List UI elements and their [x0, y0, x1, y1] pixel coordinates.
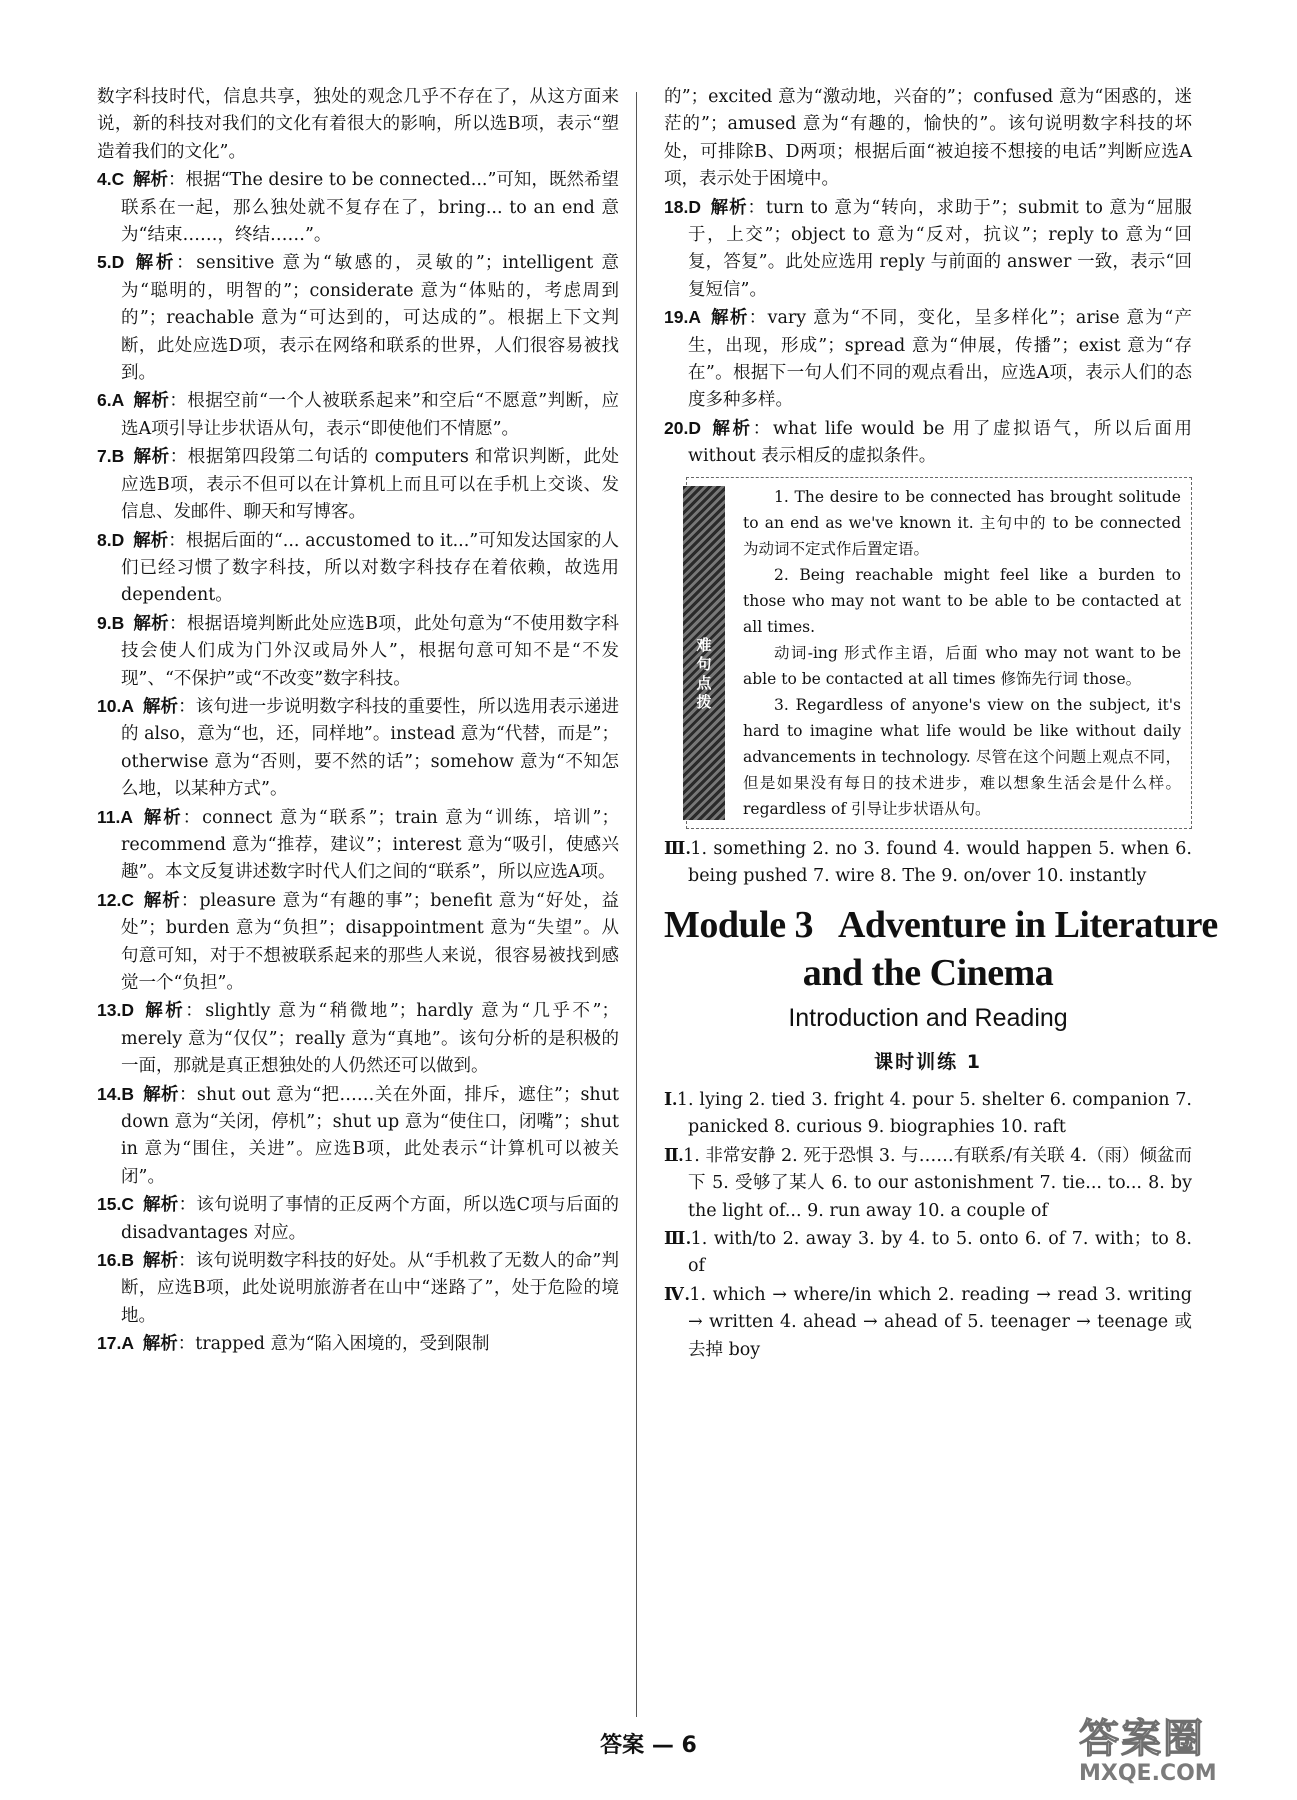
answer-item — [97, 387, 619, 443]
box-paragraph: 2. Being reachable might feel like a burden to those who may not want to be able to be contacted at all times. — [743, 565, 1181, 636]
analysis-label: 解析 — [142, 1251, 179, 1272]
box-paragraph: 1. The desire to be connected has brought solitude to an end as we've known it. 主句中的 to be connected 为动词不定式作后置定语。 — [743, 487, 1181, 558]
box-side-banner — [683, 486, 725, 820]
analysis-label: 解析 — [132, 253, 177, 274]
analysis-label: 解析 — [132, 613, 169, 634]
right-column — [664, 84, 1218, 1364]
answer-text: ：该句说明了事情的正反两个方面，所以选C项与后面的 disadvantages 对应。 — [121, 1195, 620, 1243]
answer-number: 7.B — [97, 446, 125, 467]
answer-text: ：该句说明数字科技的好处。从“手机救了无数人的命”判断，应选B项，此处说明旅游者在山中“迷路了”，处于危险的境地。 — [121, 1251, 619, 1326]
answer-number: 9.B — [97, 612, 125, 633]
box-paragraph: 动词-ing 形式作主语，后面 who may not want to be able to be contacted at all times 修饰先行词 those。 — [743, 643, 1181, 688]
analysis-label: 解析 — [132, 447, 170, 468]
analysis-label: 解析 — [142, 1001, 186, 1022]
answer-text: ：根据第四段第二句话的 computers 和常识判断，此处应选B项，表示不但可以在计算机上而且可以在手机上交谈、发信息、发邮件、聊天和写博客。 — [121, 447, 620, 523]
answer-number: 17.A — [97, 1333, 134, 1354]
left-column — [97, 84, 619, 1359]
page-footer: 答案 — 6 — [600, 1733, 697, 1758]
answer-item — [664, 415, 1192, 471]
answer-item — [97, 443, 619, 526]
answer-number: 16.B — [97, 1250, 134, 1271]
analysis-label: 解析 — [709, 308, 749, 329]
box-content — [743, 484, 1181, 822]
analysis-label: 解析 — [142, 1195, 179, 1216]
exercise-label: Ⅰ. — [664, 1088, 677, 1109]
analysis-label: 解析 — [132, 530, 169, 551]
answer-item — [97, 1330, 619, 1358]
answer-item — [97, 249, 619, 387]
answer-text: ：该句进一步说明数字科技的重要性，所以选用表示递进的 also，意为“也，还，同样地”。instead 意为“代替，而是”；otherwise 意为“否则，要不然的话”；somehow 意为“不知怎么地，以某种方式”。 — [121, 696, 619, 800]
analysis-label: 解析 — [132, 170, 169, 191]
answer-text: ：slightly 意为“稍微地”；hardly 意为“几乎不”；merely 意为“仅仅”；really 意为“真地”。该句分析的是积极的一面，那就是真正想独处的人仍然还可以做到。 — [121, 1001, 619, 1077]
analysis-label: 解析 — [709, 197, 748, 218]
answer-item — [664, 304, 1192, 415]
answer-number: 4.C — [97, 169, 125, 190]
exercise-row — [664, 1086, 1192, 1142]
answer-item — [97, 527, 619, 610]
answer-text: 的”；excited 意为“激动地，兴奋的”；confused 意为“困惑的，迷茫的”；amused 意为“有趣的，愉快的”。该句说明数字科技的坏处，可排除B、D两项；根据后面“被迫接不想接的电话”判断应选A项，表示处于困境中。 — [664, 87, 1192, 190]
exercise-row — [664, 1142, 1192, 1225]
module-subtitle: Introduction and Reading — [788, 1003, 1068, 1032]
answer-text: ：pleasure 意为“有趣的事”；benefit 意为“好处，益处”；burden 意为“负担”；disappointment 意为“失望”。从句意可知，对于不想被联系起来的那些人来说，很容易被找到感觉一个“负担”。 — [121, 890, 620, 993]
answer-text: 数字科技时代，信息共享，独处的观念几乎不存在了，从这方面来说，新的科技对我们的文化有着很大的影响，所以选B项，表示“塑造着我们的文化”。 — [97, 87, 619, 162]
module-title — [664, 901, 1218, 997]
answer-number: 13.D — [97, 1000, 134, 1021]
analysis-label: 解析 — [141, 807, 183, 828]
answer-item — [97, 166, 619, 249]
watermark-top: 答案圈 — [1079, 1716, 1205, 1762]
answer-text: ：根据“The desire to be connected...”可知，既然希望联系在一起，那么独处就不复存在了，bring... to an end 意为“结束……，终结……”。 — [121, 170, 619, 246]
section-label: Ⅲ. — [664, 837, 691, 858]
column-divider — [636, 92, 637, 1717]
exercise-answers — [664, 1086, 1192, 1364]
answer-text: ：trapped 意为“陷入困境的，受到限制 — [177, 1334, 490, 1355]
answer-item — [97, 84, 619, 166]
answer-number: 11.A — [97, 806, 133, 827]
exercise-label: Ⅳ. — [664, 1283, 690, 1304]
answer-number: 14.B — [97, 1083, 134, 1104]
analysis-label: 解析 — [142, 696, 179, 717]
section-text: 1. something 2. no 3. found 4. would happen 5. when 6. being pushed 7. wire 8. The 9. on/over 10. instantly — [688, 838, 1192, 887]
answer-number: 8.D — [97, 529, 125, 550]
answer-text: ：vary 意为“不同，变化，呈多样化”；arise 意为“产生，出现，形成”；spread 意为“伸展，传播”；exist 意为“存在”。根据下一句人们不同的观点看出，应选A项，表示人们的态度多种多样。 — [688, 308, 1192, 411]
box-paragraph: 3. Regardless of anyone's view on the subject, it's hard to imagine what life would be like without daily advancements in technology. 尽管在这个问题上观点不同，但是如果没有每日的技术进步，难以想象生活会是什么样。regardless of 引导让步状语从句。 — [743, 695, 1181, 818]
exercise-label: Ⅱ. — [664, 1144, 684, 1165]
answer-item — [97, 1191, 619, 1247]
answer-item — [97, 1247, 619, 1330]
watermark-bottom: MXQE.COM — [1079, 1761, 1217, 1786]
section-iii-answers — [664, 835, 1192, 891]
answer-number: 15.C — [97, 1194, 134, 1215]
answer-text: ：turn to 意为“转向，求助于”；submit to 意为“屈服于，上交”；object to 意为“反对，抗议”；reply to 意为“回复，答复”。此处应选用 reply 与前面的 answer 一致，表示“回复短信”。 — [688, 197, 1193, 300]
analysis-label: 解析 — [709, 418, 753, 439]
exercise-row — [664, 1281, 1192, 1364]
answer-text: ：connect 意为“联系”；train 意为“训练，培训”；recommend 意为“推荐，建议”；interest 意为“吸引，使感兴趣”。本文反复讲述数字时代人们之间的“联系”，所以应选A项。 — [121, 807, 619, 883]
answer-item — [97, 804, 619, 887]
answer-item — [97, 887, 619, 998]
answer-text: ：根据后面的“... accustomed to it...”可知发达国家的人们已经习惯了数字科技，所以对数字科技存在着依赖，故选用dependent。 — [121, 530, 619, 606]
analysis-label: 解析 — [142, 890, 181, 911]
analysis-label: 解析 — [142, 1084, 179, 1105]
answer-number: 20.D — [664, 417, 701, 438]
answer-item — [97, 997, 619, 1080]
watermark-logo — [1079, 1716, 1279, 1790]
lesson-heading: 课时训练 1 — [874, 1050, 982, 1073]
exercise-text: 1. lying 2. tied 3. fright 4. pour 5. shelter 6. companion 7. panicked 8. curious 9. biographies 10. raft — [676, 1089, 1192, 1138]
box-side-label: 难句点拨 — [696, 635, 712, 711]
analysis-label: 解析 — [132, 391, 170, 412]
answer-text: ：根据语境判断此处应选B项，此处句意为“不使用数字科技会使人们成为门外汉或局外人”，根据句意可知不是“不发现”、“不保护”或“不改变”数字科技。 — [121, 613, 620, 689]
exercise-text: 1. with/to 2. away 3. by 4. to 5. onto 6. of 7. with；to 8. of — [688, 1228, 1192, 1277]
answer-item — [664, 84, 1192, 194]
difficult-sentence-box — [686, 477, 1192, 829]
answer-item — [97, 1081, 619, 1192]
answer-number: 10.A — [97, 695, 134, 716]
module-title-line1: Module 3 Adventure in Literature — [664, 903, 1218, 946]
answer-number: 12.C — [97, 889, 134, 910]
exercise-label: Ⅲ. — [664, 1227, 691, 1248]
answer-number: 5.D — [97, 252, 125, 273]
module-title-line2: and the Cinema — [802, 951, 1054, 994]
analysis-label: 解析 — [142, 1334, 178, 1355]
answer-item — [97, 610, 619, 693]
answer-text: ：shut out 意为“把……关在外面，排斥，遮住”；shut down 意为“关闭，停机”；shut up 意为“使住口，闭嘴”；shut in 意为“围住，关进”。应选B项，此处表示“计算机可以被关闭”。 — [121, 1084, 620, 1187]
answer-text: ：根据空前“一个人被联系起来”和空后“不愿意”判断，应选A项引导让步状语从句，表示“即使他们不情愿”。 — [121, 391, 619, 439]
answer-item — [97, 693, 619, 804]
answer-list-right — [664, 84, 1192, 471]
answer-text: ：what life would be 用了虚拟语气，所以后面用 without 表示相反的虚拟条件。 — [688, 418, 1193, 467]
exercise-row — [664, 1225, 1192, 1281]
answer-number: 19.A — [664, 307, 701, 328]
answer-number: 18.D — [664, 196, 701, 217]
answer-text: ：sensitive 意为“敏感的，灵敏的”；intelligent 意为“聪明的，明智的”；considerate 意为“体贴的，考虑周到的”；reachable 意为“可达到的，可达成的”。根据上下文判断，此处应选D项，表示在网络和联系的世界，人们很容易被找到。 — [121, 253, 619, 384]
exercise-text: 1. which → where/in which 2. reading → read 3. writing → written 4. ahead → ahead of 5. teenager → teenage 或去掉 boy — [688, 1284, 1192, 1360]
exercise-text: 1. 非常安静 2. 死于恐惧 3. 与……有联系/有关联 4.（雨）倾盆而下 5. 受够了某人 6. to our astonishment 7. tie... to... 8. by the light of... 9. run away 10. a couple of — [683, 1145, 1193, 1221]
answer-item — [664, 194, 1192, 305]
answer-number: 6.A — [97, 390, 125, 411]
